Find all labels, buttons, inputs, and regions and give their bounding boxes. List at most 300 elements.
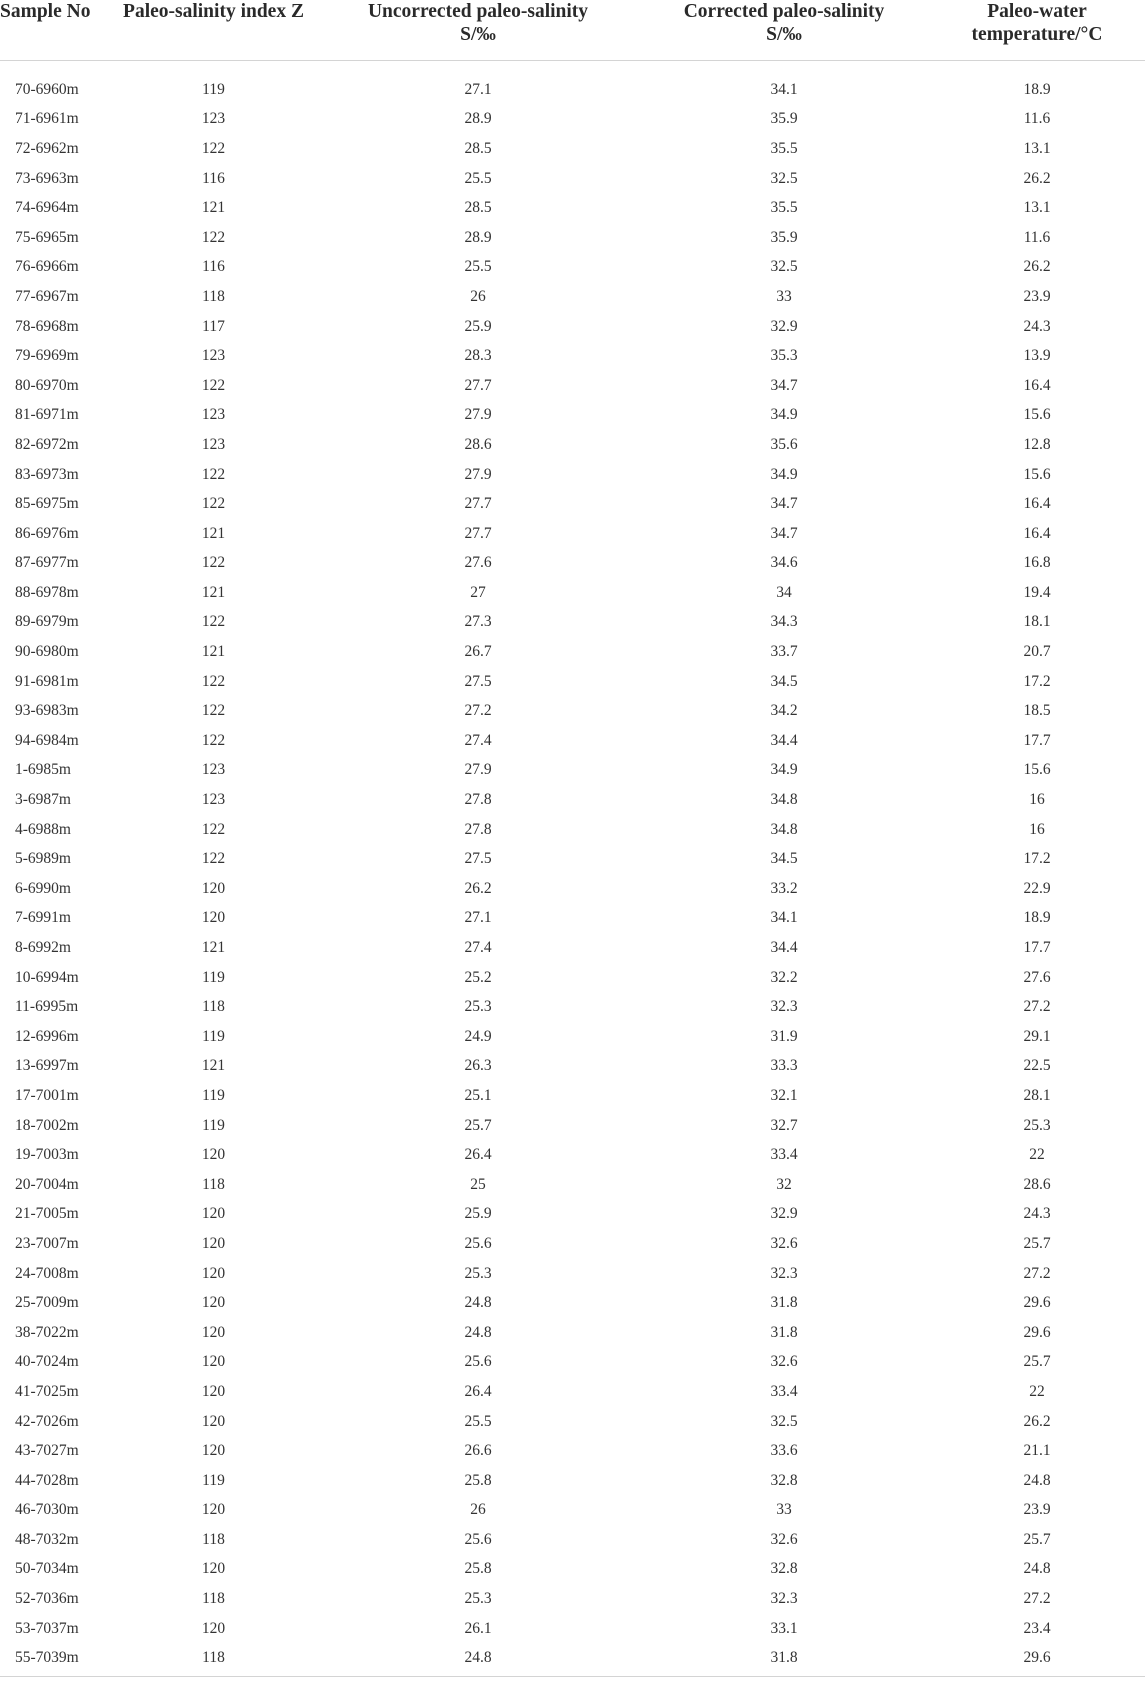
corrected-salinity-cell: 33.7 [770, 643, 798, 661]
corrected-salinity-cell: 31.8 [770, 1323, 798, 1341]
table-row [0, 608, 1145, 638]
sample-no-cell: 21-7005m [15, 1205, 79, 1223]
corrected-salinity-cell: 35.5 [770, 139, 798, 157]
sample-no-cell: 75-6965m [15, 228, 79, 246]
z-index-cell: 120 [201, 1205, 226, 1223]
header-spacer [0, 61, 1145, 76]
table-row [0, 1584, 1145, 1614]
z-index-cell: 118 [202, 1590, 225, 1608]
sample-no-cell: 90-6980m [15, 643, 79, 661]
table-row [0, 785, 1145, 815]
table-row [0, 223, 1145, 253]
table-row [0, 1229, 1145, 1259]
water-temperature-cell: 22.9 [1023, 879, 1051, 897]
uncorrected-salinity-cell: 24.8 [464, 1294, 492, 1312]
sample-no-cell: 8-6992m [15, 939, 71, 957]
z-index-cell: 123 [201, 791, 226, 809]
z-index-cell: 120 [201, 1294, 226, 1312]
sample-no-cell: 91-6981m [15, 672, 79, 690]
sample-no-cell: 17-7001m [15, 1086, 79, 1104]
corrected-salinity-cell: 34.4 [770, 939, 798, 957]
sample-no-cell: 52-7036m [15, 1590, 79, 1608]
z-index-cell: 118 [202, 1175, 225, 1193]
corrected-salinity-cell: 34.5 [770, 672, 798, 690]
sample-no-cell: 48-7032m [15, 1530, 79, 1548]
table-row [0, 667, 1145, 697]
sample-no-cell: 42-7026m [15, 1412, 79, 1430]
water-temperature-cell: 16 [1029, 820, 1045, 838]
table-row [0, 1436, 1145, 1466]
sample-no-cell: 46-7030m [15, 1501, 79, 1519]
sample-no-cell: 1-6985m [15, 761, 71, 779]
corrected-salinity-cell: 34.9 [770, 761, 798, 779]
corrected-salinity-cell: 35.6 [770, 435, 798, 453]
uncorrected-salinity-cell: 25 [470, 1175, 486, 1193]
corrected-salinity-cell: 32.8 [770, 1471, 798, 1489]
uncorrected-salinity-cell: 27 [470, 583, 486, 601]
corrected-salinity-cell: 33.4 [770, 1146, 798, 1164]
header-corrected-line2: S/‰ [766, 24, 802, 45]
sample-no-cell: 53-7037m [15, 1619, 79, 1637]
z-index-cell: 119 [202, 968, 225, 986]
table-row [0, 756, 1145, 786]
z-index-cell: 123 [201, 110, 226, 128]
sample-no-cell: 20-7004m [15, 1175, 79, 1193]
corrected-salinity-cell: 34.8 [770, 820, 798, 838]
uncorrected-salinity-cell: 26.4 [464, 1146, 492, 1164]
z-index-cell: 122 [201, 376, 226, 394]
uncorrected-salinity-cell: 25.5 [464, 258, 492, 276]
uncorrected-salinity-cell: 27.6 [464, 554, 492, 572]
sample-no-cell: 10-6994m [15, 968, 79, 986]
z-index-cell: 122 [201, 613, 226, 631]
water-temperature-cell: 17.2 [1023, 850, 1051, 868]
z-index-cell: 119 [202, 1116, 225, 1134]
header-sample-no: Sample No [0, 0, 110, 61]
water-temperature-cell: 18.9 [1023, 80, 1051, 98]
z-index-cell: 118 [202, 998, 225, 1016]
water-temperature-cell: 15.6 [1023, 406, 1051, 424]
table-row [0, 312, 1145, 342]
water-temperature-cell: 23.9 [1023, 1501, 1051, 1519]
sample-no-cell: 70-6960m [15, 80, 79, 98]
uncorrected-salinity-cell: 25.3 [464, 1590, 492, 1608]
uncorrected-salinity-cell: 26.4 [464, 1382, 492, 1400]
z-index-cell: 121 [201, 1057, 226, 1075]
sample-no-cell: 38-7022m [15, 1323, 79, 1341]
uncorrected-salinity-cell: 25.3 [464, 998, 492, 1016]
z-index-cell: 120 [201, 1264, 226, 1282]
z-index-cell: 122 [201, 672, 226, 690]
water-temperature-cell: 26.2 [1023, 1412, 1051, 1430]
z-index-cell: 120 [201, 1382, 226, 1400]
sample-no-cell: 89-6979m [15, 613, 79, 631]
table-row [0, 253, 1145, 283]
corrected-salinity-cell: 32.3 [770, 1264, 798, 1282]
table-header [0, 0, 1145, 61]
water-temperature-cell: 21.1 [1023, 1442, 1051, 1460]
spacer-cell [0, 61, 1145, 76]
water-temperature-cell: 29.6 [1023, 1323, 1051, 1341]
corrected-salinity-cell: 35.5 [770, 199, 798, 217]
uncorrected-salinity-cell: 28.3 [464, 347, 492, 365]
corrected-salinity-cell: 34.3 [770, 613, 798, 631]
water-temperature-cell: 26.2 [1023, 258, 1051, 276]
table-row [0, 1614, 1145, 1644]
corrected-salinity-cell: 32.7 [770, 1116, 798, 1134]
table-row [0, 696, 1145, 726]
z-index-cell: 116 [202, 169, 225, 187]
corrected-salinity-cell: 32.6 [770, 1530, 798, 1548]
table-row [0, 578, 1145, 608]
table-row [0, 341, 1145, 371]
uncorrected-salinity-cell: 27.9 [464, 761, 492, 779]
uncorrected-salinity-cell: 25.5 [464, 1412, 492, 1430]
uncorrected-salinity-cell: 27.5 [464, 850, 492, 868]
header-corrected-line1: Corrected paleo-salinity [683, 1, 885, 22]
uncorrected-salinity-cell: 27.7 [464, 524, 492, 542]
uncorrected-salinity-cell: 24.8 [464, 1649, 492, 1667]
z-index-cell: 122 [201, 731, 226, 749]
uncorrected-salinity-cell: 27.4 [464, 731, 492, 749]
water-temperature-cell: 27.2 [1023, 998, 1051, 1016]
corrected-salinity-cell: 31.9 [770, 1027, 798, 1045]
z-index-cell: 122 [201, 702, 226, 720]
uncorrected-salinity-cell: 25.6 [464, 1530, 492, 1548]
water-temperature-cell: 17.7 [1023, 731, 1051, 749]
sample-no-cell: 25-7009m [15, 1294, 79, 1312]
water-temperature-cell: 18.5 [1023, 702, 1051, 720]
corrected-salinity-cell: 34.9 [770, 465, 798, 483]
uncorrected-salinity-cell: 25.8 [464, 1560, 492, 1578]
water-temperature-cell: 23.4 [1023, 1619, 1051, 1637]
corrected-salinity-cell: 33.4 [770, 1382, 798, 1400]
corrected-salinity-cell: 34.7 [770, 376, 798, 394]
z-index-cell: 120 [201, 1560, 226, 1578]
uncorrected-salinity-cell: 25.6 [464, 1234, 492, 1252]
table-row [0, 1407, 1145, 1437]
corrected-salinity-cell: 34.5 [770, 850, 798, 868]
sample-no-cell: 43-7027m [15, 1442, 79, 1460]
table-row [0, 1643, 1145, 1673]
sample-no-cell: 93-6983m [15, 702, 79, 720]
corrected-salinity-cell: 31.8 [770, 1294, 798, 1312]
corrected-salinity-cell: 34.2 [770, 702, 798, 720]
corrected-salinity-cell: 35.9 [770, 228, 798, 246]
uncorrected-salinity-cell: 27.7 [464, 495, 492, 513]
water-temperature-cell: 15.6 [1023, 465, 1051, 483]
corrected-salinity-cell: 32.6 [770, 1234, 798, 1252]
water-temperature-cell: 20.7 [1023, 643, 1051, 661]
corrected-salinity-cell: 32.5 [770, 258, 798, 276]
sample-no-cell: 40-7024m [15, 1353, 79, 1371]
water-temperature-cell: 27.2 [1023, 1590, 1051, 1608]
uncorrected-salinity-cell: 25.9 [464, 1205, 492, 1223]
z-index-cell: 118 [202, 1530, 225, 1548]
corrected-salinity-cell: 32.9 [770, 317, 798, 335]
table-row [0, 1466, 1145, 1496]
water-temperature-cell: 13.1 [1023, 199, 1051, 217]
z-index-cell: 123 [201, 761, 226, 779]
corrected-salinity-cell: 32.3 [770, 1590, 798, 1608]
table-row [0, 1496, 1145, 1526]
z-index-cell: 119 [202, 1027, 225, 1045]
table-row [0, 105, 1145, 135]
water-temperature-cell: 25.7 [1023, 1530, 1051, 1548]
z-index-cell: 120 [201, 879, 226, 897]
sample-no-cell: 7-6991m [15, 909, 71, 927]
water-temperature-cell: 25.7 [1023, 1234, 1051, 1252]
z-index-cell: 119 [202, 1086, 225, 1104]
water-temperature-cell: 28.1 [1023, 1086, 1051, 1104]
water-temperature-cell: 29.6 [1023, 1294, 1051, 1312]
corrected-salinity-cell: 34.8 [770, 791, 798, 809]
table-row [0, 401, 1145, 431]
z-index-cell: 120 [201, 909, 226, 927]
corrected-salinity-cell: 34.6 [770, 554, 798, 572]
table-row [0, 1525, 1145, 1555]
table-row [0, 164, 1145, 194]
water-temperature-cell: 12.8 [1023, 435, 1051, 453]
water-temperature-cell: 28.6 [1023, 1175, 1051, 1193]
sample-no-cell: 78-6968m [15, 317, 79, 335]
corrected-salinity-cell: 35.9 [770, 110, 798, 128]
table-row [0, 1348, 1145, 1378]
table-row [0, 75, 1145, 105]
corrected-salinity-cell: 33 [776, 287, 792, 305]
z-index-cell: 118 [202, 287, 225, 305]
water-temperature-cell: 15.6 [1023, 761, 1051, 779]
corrected-salinity-cell: 33.3 [770, 1057, 798, 1075]
sample-no-cell: 82-6972m [15, 435, 79, 453]
water-temperature-cell: 29.1 [1023, 1027, 1051, 1045]
uncorrected-salinity-cell: 25.5 [464, 169, 492, 187]
sample-no-cell: 55-7039m [15, 1649, 79, 1667]
water-temperature-cell: 16.4 [1023, 524, 1051, 542]
water-temperature-cell: 16.4 [1023, 376, 1051, 394]
z-index-cell: 122 [201, 139, 226, 157]
z-index-cell: 122 [201, 554, 226, 572]
water-temperature-cell: 24.8 [1023, 1471, 1051, 1489]
uncorrected-salinity-cell: 25.2 [464, 968, 492, 986]
table-row [0, 371, 1145, 401]
z-index-cell: 121 [201, 199, 226, 217]
uncorrected-salinity-cell: 25.3 [464, 1264, 492, 1282]
table-row [0, 1111, 1145, 1141]
uncorrected-salinity-cell: 28.5 [464, 139, 492, 157]
header-temperature-line1: Paleo-water [987, 1, 1087, 22]
sample-no-cell: 44-7028m [15, 1471, 79, 1489]
corrected-salinity-cell: 33 [776, 1501, 792, 1519]
corrected-salinity-cell: 32.3 [770, 998, 798, 1016]
corrected-salinity-cell: 32.5 [770, 169, 798, 187]
uncorrected-salinity-cell: 26.3 [464, 1057, 492, 1075]
z-index-cell: 121 [201, 583, 226, 601]
uncorrected-salinity-cell: 26 [470, 287, 486, 305]
z-index-cell: 120 [201, 1619, 226, 1637]
uncorrected-salinity-cell: 27.9 [464, 465, 492, 483]
sample-no-cell: 50-7034m [15, 1560, 79, 1578]
uncorrected-salinity-cell: 26.7 [464, 643, 492, 661]
corrected-salinity-cell: 32.5 [770, 1412, 798, 1430]
sample-no-cell: 5-6989m [15, 850, 71, 868]
water-temperature-cell: 26.2 [1023, 169, 1051, 187]
table-row [0, 844, 1145, 874]
table-row [0, 519, 1145, 549]
water-temperature-cell: 22.5 [1023, 1057, 1051, 1075]
sample-no-cell: 18-7002m [15, 1116, 79, 1134]
sample-no-cell: 19-7003m [15, 1146, 79, 1164]
water-temperature-cell: 18.9 [1023, 909, 1051, 927]
header-corrected-salinity [639, 0, 929, 61]
table-row [0, 1052, 1145, 1082]
table-row [0, 430, 1145, 460]
corrected-salinity-cell: 32.8 [770, 1560, 798, 1578]
z-index-cell: 123 [201, 435, 226, 453]
water-temperature-cell: 27.6 [1023, 968, 1051, 986]
water-temperature-cell: 16 [1029, 791, 1045, 809]
corrected-salinity-cell: 32 [776, 1175, 792, 1193]
corrected-salinity-cell: 35.3 [770, 347, 798, 365]
water-temperature-cell: 22 [1029, 1382, 1045, 1400]
uncorrected-salinity-cell: 27.1 [464, 80, 492, 98]
uncorrected-salinity-cell: 26.2 [464, 879, 492, 897]
z-index-cell: 119 [202, 1471, 225, 1489]
water-temperature-cell: 17.7 [1023, 939, 1051, 957]
table-row [0, 549, 1145, 579]
table-row [0, 815, 1145, 845]
water-temperature-cell: 16.8 [1023, 554, 1051, 572]
sample-no-cell: 88-6978m [15, 583, 79, 601]
header-uncorrected-line1: Uncorrected paleo-salinity [367, 1, 589, 22]
table-row [0, 904, 1145, 934]
water-temperature-cell: 13.9 [1023, 347, 1051, 365]
z-index-cell: 122 [201, 850, 226, 868]
table-row [0, 1259, 1145, 1289]
water-temperature-cell: 13.1 [1023, 139, 1051, 157]
corrected-salinity-cell: 32.9 [770, 1205, 798, 1223]
uncorrected-salinity-cell: 25.7 [464, 1116, 492, 1134]
sample-no-cell: 11-6995m [15, 998, 79, 1016]
corrected-salinity-cell: 32.1 [770, 1086, 798, 1104]
water-temperature-cell: 11.6 [1023, 228, 1051, 246]
z-index-cell: 117 [202, 317, 225, 335]
uncorrected-salinity-cell: 24.8 [464, 1323, 492, 1341]
sample-no-cell: 79-6969m [15, 347, 79, 365]
z-index-cell: 116 [202, 258, 225, 276]
corrected-salinity-cell: 34.4 [770, 731, 798, 749]
table-row [0, 1200, 1145, 1230]
sample-no-cell: 13-6997m [15, 1057, 79, 1075]
uncorrected-salinity-cell: 26.6 [464, 1442, 492, 1460]
uncorrected-salinity-cell: 28.9 [464, 228, 492, 246]
z-index-cell: 123 [201, 406, 226, 424]
table-body [0, 61, 1145, 1674]
uncorrected-salinity-cell: 27.9 [464, 406, 492, 424]
water-temperature-cell: 23.9 [1023, 287, 1051, 305]
sample-no-cell: 6-6990m [15, 879, 71, 897]
uncorrected-salinity-cell: 25.1 [464, 1086, 492, 1104]
uncorrected-salinity-cell: 28.6 [464, 435, 492, 453]
z-index-cell: 121 [201, 939, 226, 957]
sample-no-cell: 87-6977m [15, 554, 79, 572]
corrected-salinity-cell: 34.1 [770, 909, 798, 927]
uncorrected-salinity-cell: 28.5 [464, 199, 492, 217]
z-index-cell: 120 [201, 1323, 226, 1341]
z-index-cell: 122 [201, 495, 226, 513]
sample-no-cell: 81-6971m [15, 406, 79, 424]
uncorrected-salinity-cell: 24.9 [464, 1027, 492, 1045]
table-row [0, 1377, 1145, 1407]
sample-no-cell: 94-6984m [15, 731, 79, 749]
sample-no-cell: 12-6996m [15, 1027, 79, 1045]
water-temperature-cell: 27.2 [1023, 1264, 1051, 1282]
table-row [0, 1022, 1145, 1052]
z-index-cell: 122 [201, 228, 226, 246]
table-row [0, 992, 1145, 1022]
sample-no-cell: 83-6973m [15, 465, 79, 483]
table-row [0, 193, 1145, 223]
uncorrected-salinity-cell: 27.8 [464, 791, 492, 809]
table-row [0, 726, 1145, 756]
uncorrected-salinity-cell: 26 [470, 1501, 486, 1519]
z-index-cell: 121 [201, 524, 226, 542]
table-row [0, 460, 1145, 490]
z-index-cell: 120 [201, 1146, 226, 1164]
table-row [0, 874, 1145, 904]
water-temperature-cell: 19.4 [1023, 583, 1051, 601]
table-bottom-rule [0, 1676, 1145, 1677]
uncorrected-salinity-cell: 27.1 [464, 909, 492, 927]
table-row [0, 489, 1145, 519]
uncorrected-salinity-cell: 27.7 [464, 376, 492, 394]
sample-no-cell: 23-7007m [15, 1234, 79, 1252]
sample-no-cell: 77-6967m [15, 287, 79, 305]
table-row [0, 963, 1145, 993]
z-index-cell: 120 [201, 1353, 226, 1371]
corrected-salinity-cell: 32.6 [770, 1353, 798, 1371]
water-temperature-cell: 24.3 [1023, 317, 1051, 335]
water-temperature-cell: 29.6 [1023, 1649, 1051, 1667]
water-temperature-cell: 16.4 [1023, 495, 1051, 513]
uncorrected-salinity-cell: 27.4 [464, 939, 492, 957]
table-row [0, 637, 1145, 667]
z-index-cell: 120 [201, 1412, 226, 1430]
sample-no-cell: 4-6988m [15, 820, 71, 838]
header-salinity-index-z: Paleo-salinity index Z [110, 0, 317, 61]
table-row [0, 1318, 1145, 1348]
sample-no-cell: 41-7025m [15, 1382, 79, 1400]
corrected-salinity-cell: 34.1 [770, 80, 798, 98]
sample-no-cell: 74-6964m [15, 199, 79, 217]
table-row [0, 1170, 1145, 1200]
corrected-salinity-cell: 34 [776, 583, 792, 601]
z-index-cell: 121 [201, 643, 226, 661]
corrected-salinity-cell: 34.7 [770, 495, 798, 513]
corrected-salinity-cell: 32.2 [770, 968, 798, 986]
sample-no-cell: 3-6987m [15, 791, 71, 809]
corrected-salinity-cell: 34.7 [770, 524, 798, 542]
corrected-salinity-cell: 33.6 [770, 1442, 798, 1460]
water-temperature-cell: 24.8 [1023, 1560, 1051, 1578]
sample-no-cell: 24-7008m [15, 1264, 79, 1282]
sample-no-cell: 73-6963m [15, 169, 79, 187]
uncorrected-salinity-cell: 26.1 [464, 1619, 492, 1637]
uncorrected-salinity-cell: 25.6 [464, 1353, 492, 1371]
uncorrected-salinity-cell: 25.8 [464, 1471, 492, 1489]
header-temperature-line2: temperature/°C [971, 24, 1103, 45]
uncorrected-salinity-cell: 25.9 [464, 317, 492, 335]
